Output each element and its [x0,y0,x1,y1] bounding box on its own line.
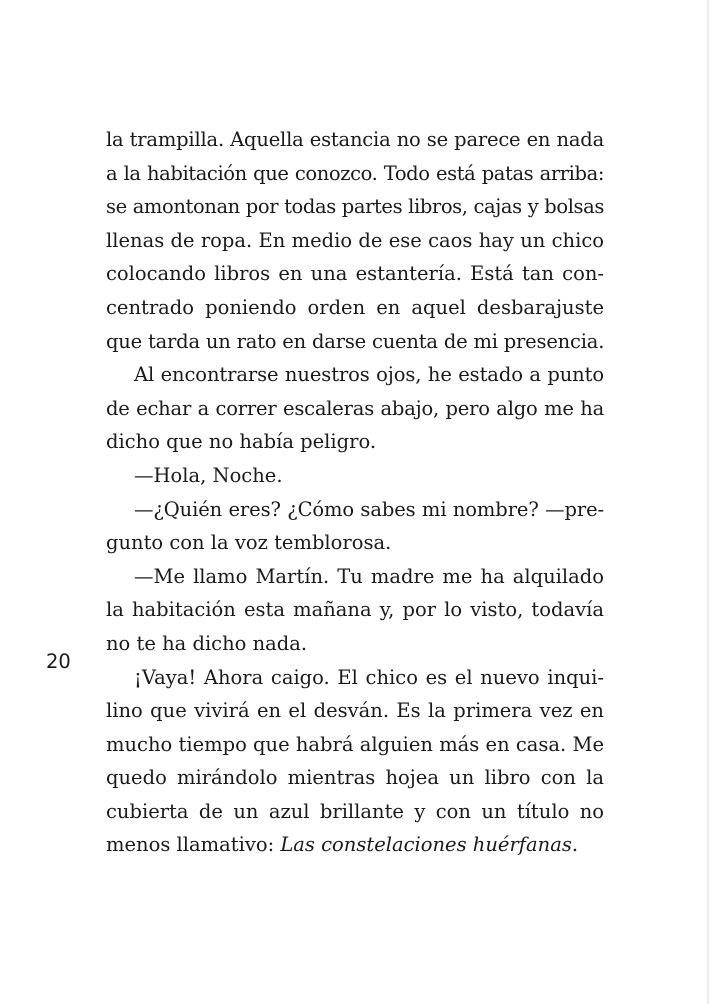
text-line: dicho que no había peligro. [106,430,377,454]
body-text [106,123,604,862]
text-line: —¿Quién eres? ¿Cómo sabes mi nombre? —pre- [134,497,604,521]
text-line: cubierta de un azul brillante y con un título no [106,799,604,823]
text-line: lino que vivirá en el desván. Es la primera vez en [106,699,604,723]
text-line: se amontonan por todas partes libros, cajas y bolsas [106,195,604,219]
text-line-segment: menos llamativo: [106,833,281,857]
text-line: de echar a correr escaleras abajo, pero algo me ha [106,396,604,420]
book-title: Las constelaciones huérfanas [280,833,572,857]
text-line: gunto con la voz temblorosa. [106,531,392,555]
text-line: —Me llamo Martín. Tu madre me ha alquilado [134,564,604,588]
text-line: quedo mirándolo mientras hojea un libro con la [106,766,604,790]
text-line: colocando libros en una estantería. Está tan con- [106,262,604,286]
page-number: 20 [46,650,71,673]
text-line: llenas de ropa. En medio de ese caos hay un chico [106,228,604,252]
text-line: la habitación esta mañana y, por lo visto, todavía [106,598,604,622]
text-line: a la habitación que conozco. Todo está patas arriba: [106,161,604,185]
text-line: que tarda un rato en darse cuenta de mi presencia. [106,329,605,353]
text-line: —Hola, Noche. [134,463,283,487]
text-line: la trampilla. Aquella estancia no se parece en nada [106,128,604,151]
text-line [106,828,604,862]
text-line: ¡Vaya! Ahora caigo. El chico es el nuevo inqui- [134,665,604,689]
text-line: no te ha dicho nada. [106,631,308,655]
text-line-segment: . [571,833,579,857]
text-line: mucho tiempo que habrá alguien más en casa. Me [106,732,604,756]
text-line: centrado poniendo orden en aquel desbarajuste [106,295,604,319]
text-line: Al encontrarse nuestros ojos, he estado a punto [134,363,604,387]
